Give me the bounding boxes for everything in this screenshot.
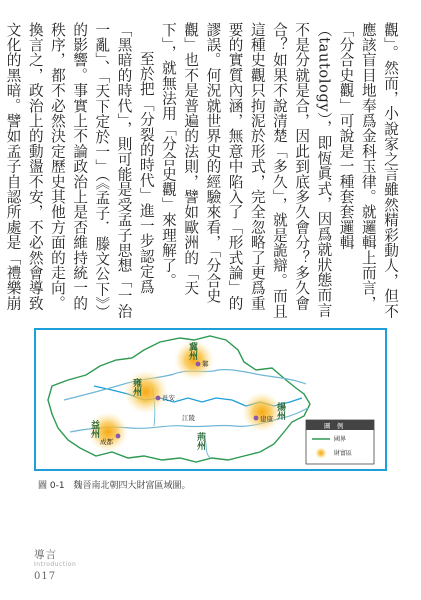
city-dot-changan — [156, 396, 161, 401]
city-dot-jiankang — [254, 416, 259, 421]
map-legend — [306, 420, 374, 464]
wealth-region-map — [34, 328, 387, 471]
label-yizhou: 益州 — [89, 420, 99, 438]
legend-item-border: 國界 — [334, 436, 347, 443]
label-yongzhou: 雍州 — [131, 378, 141, 396]
label-jizhou: 冀州 — [187, 342, 197, 360]
label-changan: 長安 — [162, 394, 175, 402]
body-text — [4, 22, 401, 320]
running-footer-subtitle: Introduction — [34, 561, 77, 568]
figure-caption: 圖 0-1 魏晉南北朝四大財富區域圖。 — [38, 481, 191, 491]
paragraph-2: 至於把「分裂的時代」進一步認定爲「黑暗的時代」，則可能是受孟子思想「一治一亂」、「天下定於一」（《孟子．滕文公下》）的影響。事實上不論政治上是否維持統一的秩序，都不必然決定歷史其他方面的走向。換言之，政治上的動盪不安，不必然會導致文化的黑暗。譬如孟子自認所處是「禮樂崩 — [4, 22, 155, 320]
label-ye: 鄴 — [202, 360, 209, 368]
legend-title: 圖 例 — [324, 422, 344, 430]
label-jiangling: 江陵 — [182, 414, 195, 422]
legend-item-wealth: 財富區 — [334, 450, 353, 457]
paragraph-1: 觀」。然而，小說家之言雖然精彩動人，但不應該盲目地奉爲金科玉律。就邏輯上而言，「分合史觀」可說是一種套套邏輯（tautology），即恆眞式，因爲就狀態而言不是分就是合，因此到底多久會分？多久會合？如果不說清楚「多久」，就是詭辯。而且這種史觀只拘泥於形式，完全忽略了更爲重要的實質內涵，無意中陷入了「形式論」的謬誤。何況就世界史的經驗來看，「分合史觀」也不是普遍的法則，譬如歐洲的「天下」，就無法用「分合史觀」來理解了。 — [159, 22, 399, 319]
city-dot-ye — [196, 362, 201, 367]
label-yangzhou: 揚州 — [275, 402, 285, 420]
label-chengdu: 成都 — [100, 438, 113, 446]
city-dot-chengdu — [116, 434, 121, 439]
label-jiankang: 建康 — [260, 415, 273, 423]
running-footer-title: 導言 — [34, 549, 57, 561]
page-number: 017 — [34, 571, 57, 582]
label-jingzhou: 荊州 — [195, 432, 205, 450]
